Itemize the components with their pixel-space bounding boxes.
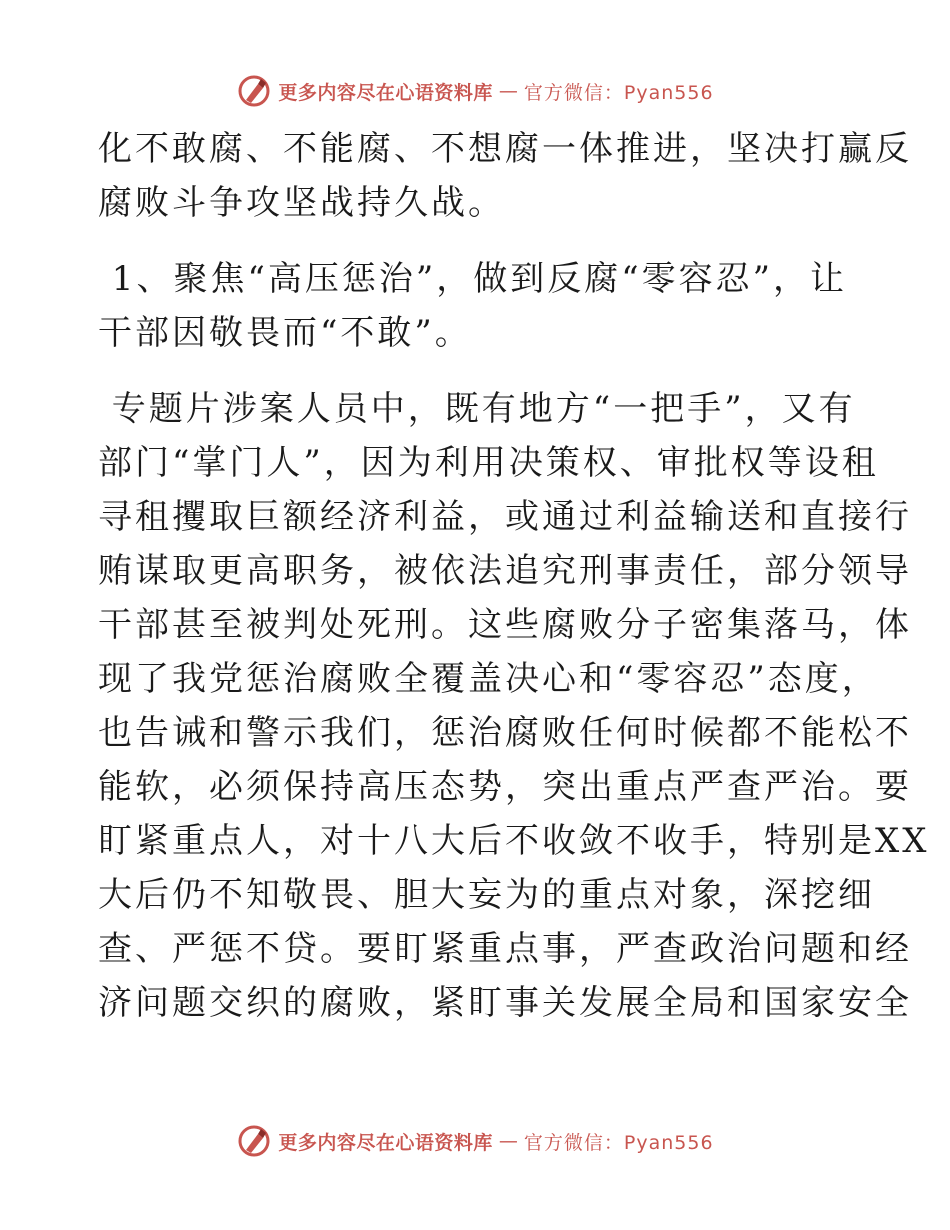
text-line: 现了我党惩治腐败全覆盖决心和“零容忍”态度，: [98, 659, 879, 699]
text-line: 能软，必须保持高压态势，突出重点严查严治。要: [98, 767, 912, 807]
section-heading: [98, 252, 858, 360]
document-body: [98, 122, 930, 1030]
text-line: 专题片涉案人员中，既有地方“一把手”，又有: [98, 389, 856, 429]
pen-logo-icon: [236, 1123, 272, 1159]
header-watermark: [0, 71, 950, 111]
text-line: 部门“掌门人”，因为利用决策权、审批权等设租: [98, 443, 879, 483]
text-line: 贿谋取更高职务，被依法追究刑事责任，部分领导: [98, 551, 912, 591]
text-line: 1、聚焦“高压惩治”，做到反腐“零容忍”，让: [98, 259, 847, 299]
text-line: 查、严惩不贷。要盯紧重点事，严查政治问题和经: [98, 929, 912, 969]
text-line: 化不敢腐、不能腐、不想腐一体推进，坚决打赢反: [98, 129, 912, 169]
text-line: 干部因敬畏而“不敢”。: [98, 313, 472, 353]
text-line: 济问题交织的腐败，紧盯事关发展全局和国家安全: [98, 983, 912, 1023]
text-line: 也告诫和警示我们，惩治腐败任何时候都不能松不: [98, 713, 912, 753]
footer-watermark: [0, 1121, 950, 1161]
text-line: 腐败斗争攻坚战持久战。: [98, 183, 505, 223]
paragraph: [98, 382, 930, 1030]
watermark-brand: 更多内容尽在心语资料库: [278, 81, 493, 104]
pen-logo-icon: [236, 73, 272, 109]
watermark-separator: —: [498, 1130, 518, 1152]
watermark-contact: 官方微信：Pyan556: [523, 81, 714, 104]
watermark-separator: —: [498, 80, 518, 102]
text-line: 大后仍不知敬畏、胆大妄为的重点对象，深挖细: [98, 875, 875, 915]
watermark-brand: 更多内容尽在心语资料库: [278, 1131, 493, 1154]
watermark-contact: 官方微信：Pyan556: [523, 1131, 714, 1154]
text-line: 盯紧重点人，对十八大后不收敛不收手，特别是XX: [98, 821, 930, 861]
text-line: 寻租攫取巨额经济利益，或通过利益输送和直接行: [98, 497, 912, 537]
text-line: 干部甚至被判处死刑。这些腐败分子密集落马，体: [98, 605, 912, 645]
paragraph: [98, 122, 912, 230]
